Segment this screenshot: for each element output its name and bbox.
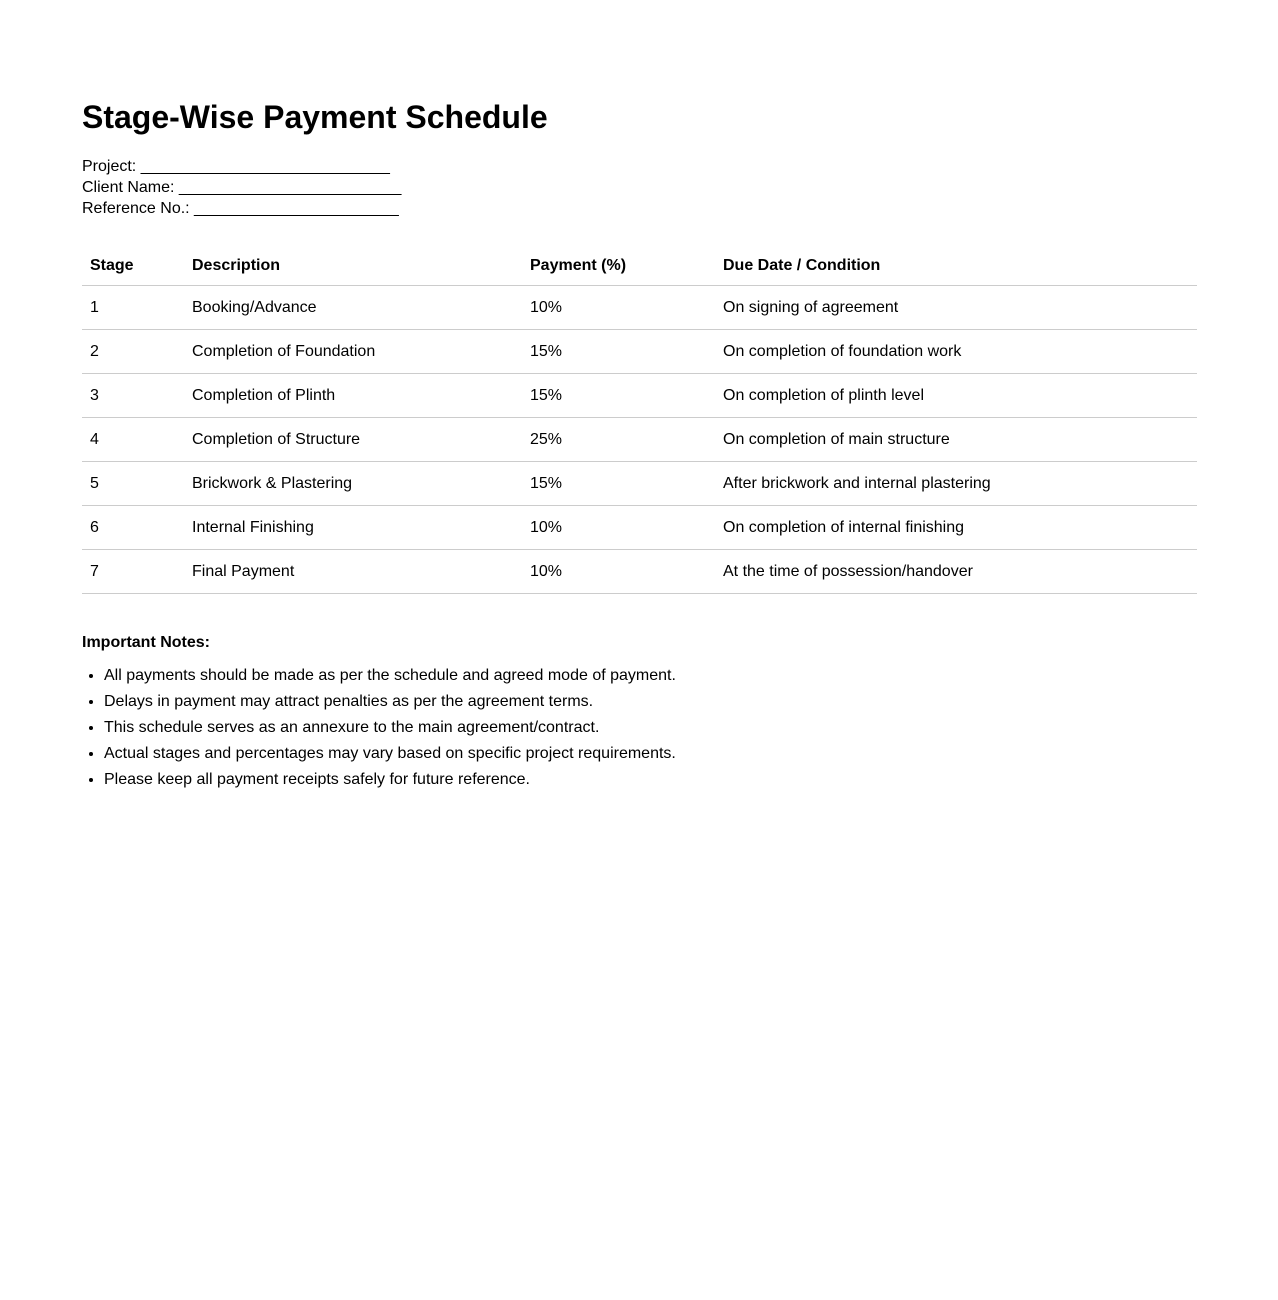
notes-heading: Important Notes: <box>82 634 210 651</box>
description-cell: Booking/Advance <box>184 286 522 330</box>
table-row <box>82 418 1197 462</box>
payment-cell: 15% <box>522 330 715 374</box>
table-row <box>82 506 1197 550</box>
table-row <box>82 330 1197 374</box>
note-item: • This schedule serves as an annexure to the main agreement/contract. <box>104 715 1197 741</box>
payment-cell: 15% <box>522 462 715 506</box>
meta-block <box>82 156 1197 219</box>
table-row <box>82 286 1197 330</box>
col-header-description: Description <box>184 248 522 286</box>
table-header-row <box>82 248 1197 286</box>
stage-cell: 4 <box>82 418 184 462</box>
stage-cell: 5 <box>82 462 184 506</box>
description-cell: Brickwork & Plastering <box>184 462 522 506</box>
note-item: • Actual stages and percentages may vary based on specific project requirements. <box>104 741 1197 767</box>
stage-cell: 1 <box>82 286 184 330</box>
payment-cell: 10% <box>522 506 715 550</box>
document-content <box>82 0 1197 793</box>
description-cell: Completion of Structure <box>184 418 522 462</box>
description-cell: Internal Finishing <box>184 506 522 550</box>
table-row <box>82 550 1197 594</box>
payment-cell: 25% <box>522 418 715 462</box>
stage-cell: 6 <box>82 506 184 550</box>
payment-cell: 10% <box>522 286 715 330</box>
due-condition-cell: At the time of possession/handover <box>715 550 1197 594</box>
project-line: Project: ____________________________ <box>82 158 390 175</box>
note-item: • Delays in payment may attract penalties as per the agreement terms. <box>104 689 1197 715</box>
due-condition-cell: On completion of plinth level <box>715 374 1197 418</box>
col-header-payment: Payment (%) <box>522 248 715 286</box>
page-title: Stage-Wise Payment Schedule <box>82 99 548 135</box>
table-row <box>82 374 1197 418</box>
description-cell: Final Payment <box>184 550 522 594</box>
due-condition-cell: After brickwork and internal plastering <box>715 462 1197 506</box>
stage-cell: 2 <box>82 330 184 374</box>
payment-cell: 15% <box>522 374 715 418</box>
due-condition-cell: On completion of foundation work <box>715 330 1197 374</box>
notes-list <box>82 663 1197 793</box>
payment-schedule-table <box>82 248 1197 594</box>
description-cell: Completion of Plinth <box>184 374 522 418</box>
stage-cell: 7 <box>82 550 184 594</box>
col-header-stage: Stage <box>82 248 184 286</box>
due-condition-cell: On signing of agreement <box>715 286 1197 330</box>
table-row <box>82 462 1197 506</box>
client-name-line: Client Name: _________________________ <box>82 179 402 196</box>
payment-cell: 10% <box>522 550 715 594</box>
description-cell: Completion of Foundation <box>184 330 522 374</box>
due-condition-cell: On completion of internal finishing <box>715 506 1197 550</box>
due-condition-cell: On completion of main structure <box>715 418 1197 462</box>
col-header-due-date: Due Date / Condition <box>715 248 1197 286</box>
reference-no-line: Reference No.: _______________________ <box>82 200 399 217</box>
stage-cell: 3 <box>82 374 184 418</box>
note-item: • Please keep all payment receipts safely for future reference. <box>104 767 1197 793</box>
note-item: • All payments should be made as per the schedule and agreed mode of payment. <box>104 663 1197 689</box>
